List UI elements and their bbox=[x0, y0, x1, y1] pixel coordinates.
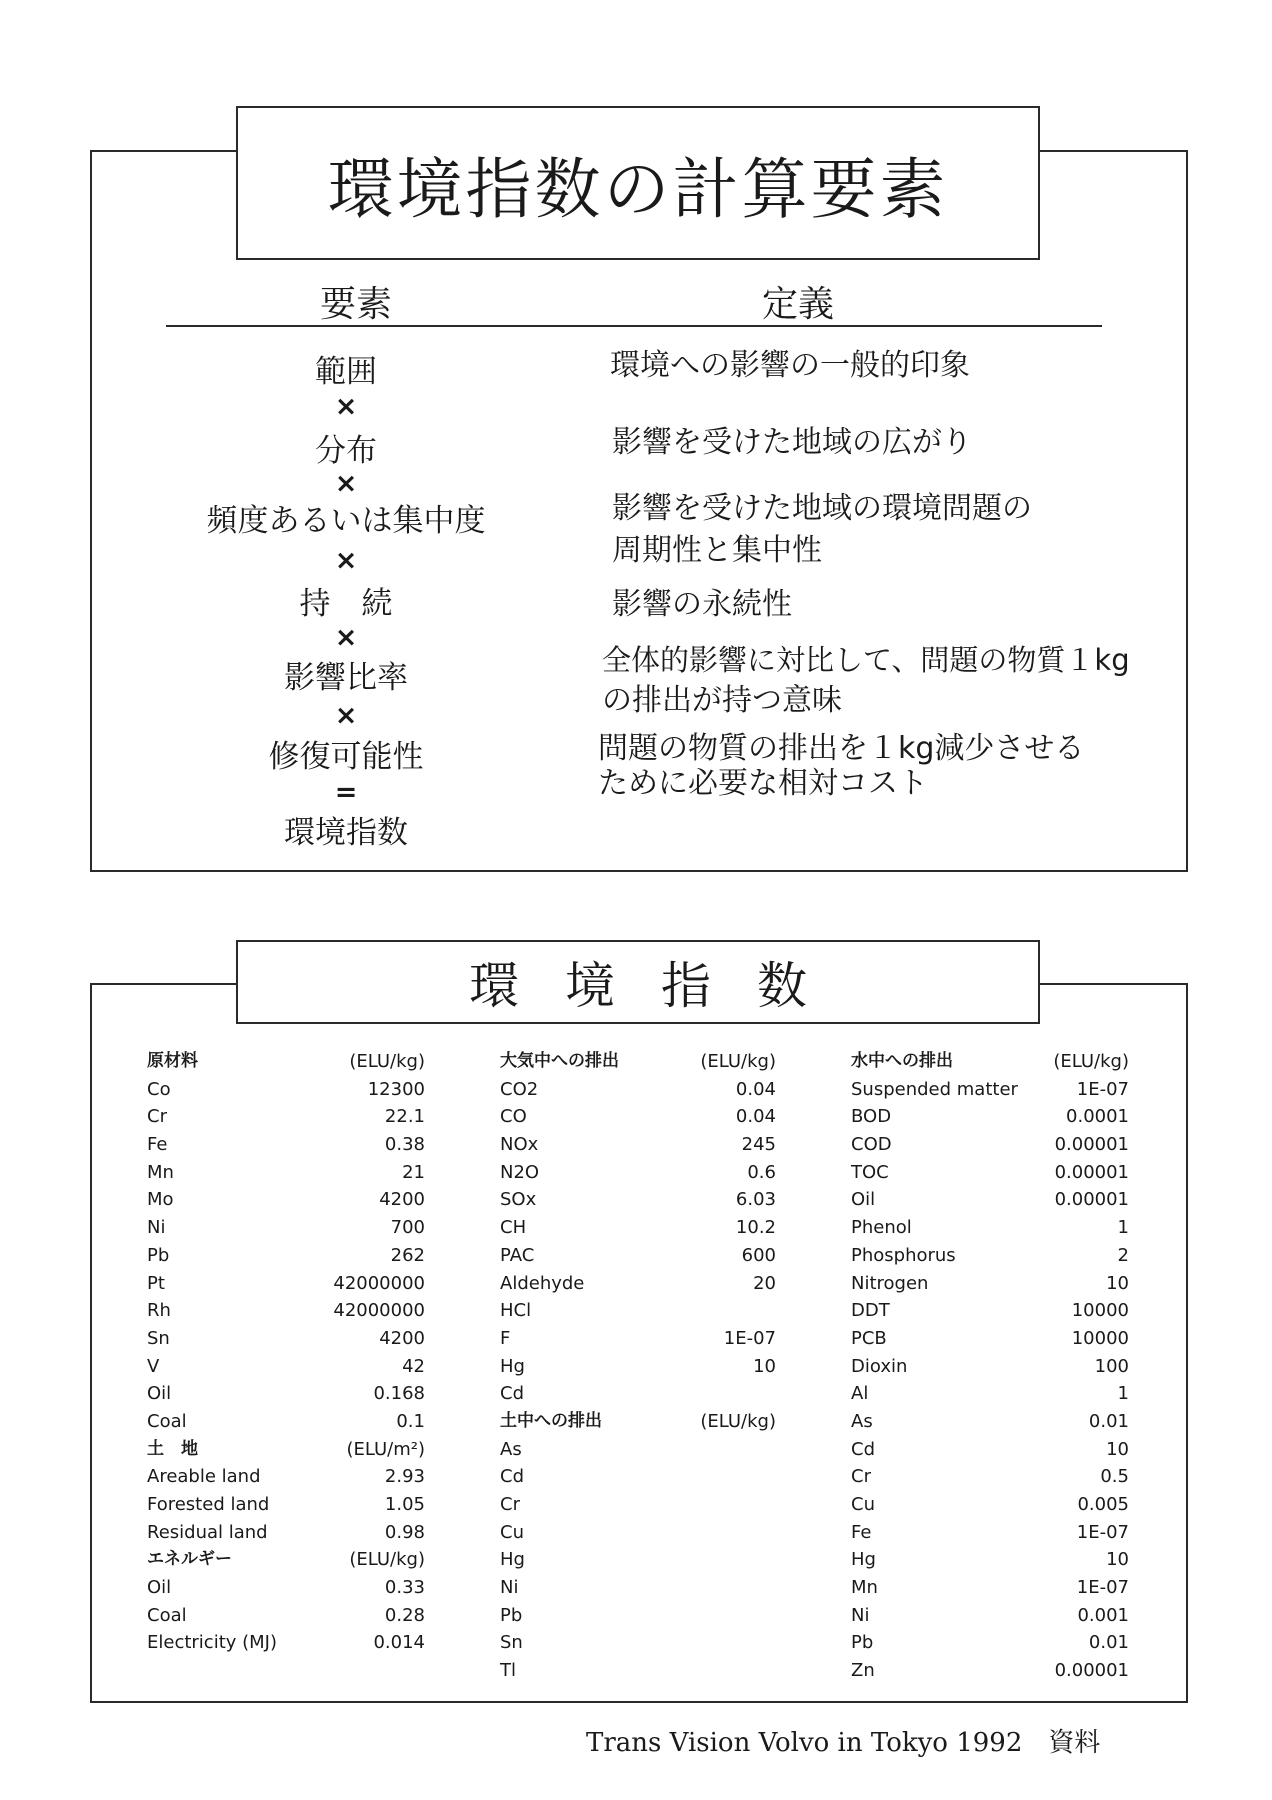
row-label: Areable land bbox=[147, 1466, 261, 1488]
row-label: Co bbox=[147, 1078, 171, 1100]
table-row bbox=[147, 1519, 425, 1547]
environment-index-title-box bbox=[236, 940, 1040, 1024]
table-row bbox=[851, 1186, 1129, 1214]
row-value: (ELU/kg) bbox=[700, 1410, 776, 1432]
row-label: Mo bbox=[147, 1189, 174, 1211]
row-value: 4200 bbox=[379, 1327, 425, 1349]
row-label: エネルギー bbox=[147, 1549, 232, 1570]
table-row bbox=[147, 1076, 425, 1104]
row-value: 0.014 bbox=[373, 1632, 425, 1654]
row-label: Cr bbox=[500, 1494, 520, 1515]
row-value: 0.168 bbox=[373, 1383, 425, 1405]
row-value: 10 bbox=[1106, 1272, 1129, 1294]
row-value: 10 bbox=[753, 1355, 776, 1377]
row-label: Pb bbox=[851, 1632, 874, 1654]
row-value: (ELU/kg) bbox=[1053, 1051, 1129, 1072]
row-value: 10 bbox=[1106, 1438, 1129, 1460]
definition-line: 周期性と集中性 bbox=[612, 533, 822, 568]
row-label: Cr bbox=[147, 1106, 167, 1128]
row-value: 4200 bbox=[379, 1189, 425, 1211]
row-label: Cu bbox=[851, 1494, 875, 1515]
table-row bbox=[500, 1325, 776, 1353]
table-row bbox=[147, 1325, 425, 1353]
table-row bbox=[851, 1103, 1129, 1131]
definition-line: 全体的影響に対比して、問題の物質１kg bbox=[602, 643, 1130, 677]
row-value: 0.04 bbox=[735, 1078, 776, 1100]
row-label: Rh bbox=[147, 1300, 171, 1322]
row-label: Sn bbox=[147, 1327, 170, 1349]
environment-index-title: 環境指数 bbox=[469, 957, 853, 1015]
element-distribution: 分布 bbox=[315, 433, 377, 469]
table-row bbox=[500, 1629, 776, 1657]
row-label: Electricity (MJ) bbox=[147, 1632, 278, 1654]
row-label: DDT bbox=[851, 1300, 890, 1322]
table-row bbox=[147, 1408, 425, 1436]
table-row bbox=[500, 1519, 776, 1547]
table-row bbox=[851, 1131, 1129, 1159]
table-row bbox=[147, 1186, 425, 1214]
row-label: Sn bbox=[500, 1632, 523, 1654]
operator-multiply: × bbox=[334, 700, 358, 731]
row-label: Mn bbox=[851, 1577, 878, 1599]
row-label: Pt bbox=[147, 1272, 165, 1294]
row-label: CO bbox=[500, 1106, 527, 1128]
row-value: (ELU/kg) bbox=[349, 1051, 425, 1072]
row-label: Zn bbox=[851, 1660, 875, 1682]
row-label: Cd bbox=[500, 1383, 524, 1405]
table-row bbox=[851, 1463, 1129, 1491]
row-label: Fe bbox=[851, 1521, 872, 1543]
row-value: 1 bbox=[1117, 1383, 1129, 1405]
row-label: Ni bbox=[851, 1604, 870, 1626]
table-group-header bbox=[851, 1048, 1129, 1076]
row-value: 245 bbox=[741, 1134, 776, 1156]
row-label: Tl bbox=[500, 1660, 516, 1682]
table-row bbox=[147, 1463, 425, 1491]
row-value: 0.98 bbox=[384, 1521, 425, 1543]
row-label: Oil bbox=[851, 1189, 876, 1211]
table-row bbox=[500, 1242, 776, 1270]
row-value: 0.1 bbox=[396, 1410, 425, 1432]
row-value: (ELU/m²) bbox=[346, 1438, 425, 1460]
row-value: 10 bbox=[1106, 1549, 1129, 1571]
table-row bbox=[851, 1270, 1129, 1298]
table-row bbox=[851, 1380, 1129, 1408]
table-row bbox=[500, 1436, 776, 1464]
table-row bbox=[851, 1159, 1129, 1187]
calc-elements-title-box bbox=[236, 106, 1040, 260]
row-label: 土中への排出 bbox=[500, 1410, 602, 1431]
row-label: Oil bbox=[147, 1577, 172, 1599]
table-row bbox=[851, 1297, 1129, 1325]
row-value: 0.00001 bbox=[1054, 1161, 1129, 1183]
table-group-header bbox=[500, 1048, 776, 1076]
operator-equals: = bbox=[334, 777, 358, 808]
definition-line: の排出が持つ意味 bbox=[602, 683, 842, 718]
row-label: Coal bbox=[147, 1410, 187, 1432]
row-label: 土 地 bbox=[147, 1438, 198, 1459]
table-row bbox=[500, 1380, 776, 1408]
column-header-element: 要素 bbox=[320, 284, 393, 325]
table-row bbox=[500, 1297, 776, 1325]
row-value: 21 bbox=[402, 1161, 425, 1183]
table-row bbox=[147, 1491, 425, 1519]
table-row bbox=[851, 1574, 1129, 1602]
row-label: Hg bbox=[500, 1355, 525, 1377]
row-label: Nitrogen bbox=[851, 1272, 929, 1294]
table-row bbox=[500, 1353, 776, 1381]
table-row bbox=[851, 1491, 1129, 1519]
row-value: 0.38 bbox=[384, 1134, 425, 1156]
frame-top-edge bbox=[1038, 983, 1188, 985]
table-row bbox=[147, 1242, 425, 1270]
row-value: 0.28 bbox=[384, 1604, 425, 1626]
table-group-header bbox=[147, 1436, 425, 1464]
operator-multiply: × bbox=[334, 545, 358, 576]
definition-line: 影響を受けた地域の環境問題の bbox=[612, 491, 1032, 526]
row-label: Ni bbox=[147, 1217, 166, 1239]
table-column-raw-materials bbox=[147, 1048, 425, 1657]
frame-top-edge bbox=[1038, 150, 1188, 152]
table-group-header bbox=[500, 1408, 776, 1436]
row-label: PCB bbox=[851, 1327, 887, 1349]
table-row bbox=[500, 1186, 776, 1214]
row-label: HCl bbox=[500, 1300, 532, 1322]
row-value: 0.5 bbox=[1100, 1466, 1129, 1488]
row-label: PAC bbox=[500, 1244, 535, 1266]
row-value: 6.03 bbox=[735, 1189, 776, 1211]
table-row bbox=[147, 1214, 425, 1242]
table-row bbox=[500, 1103, 776, 1131]
row-value: 0.0001 bbox=[1066, 1106, 1129, 1128]
row-label: Al bbox=[851, 1383, 869, 1405]
row-label: Cd bbox=[500, 1466, 524, 1488]
table-row bbox=[851, 1436, 1129, 1464]
table-row bbox=[500, 1159, 776, 1187]
row-label: Coal bbox=[147, 1604, 187, 1626]
definition-line: 影響の永続性 bbox=[612, 587, 792, 622]
table-row bbox=[851, 1602, 1129, 1630]
element-impact-ratio: 影響比率 bbox=[284, 660, 408, 696]
row-value: 20 bbox=[753, 1272, 776, 1294]
table-row bbox=[500, 1270, 776, 1298]
row-label: Pb bbox=[147, 1244, 170, 1266]
row-label: As bbox=[851, 1410, 873, 1432]
row-value: 1E-07 bbox=[1076, 1577, 1129, 1599]
frame-top-edge bbox=[90, 983, 238, 985]
row-value: 0.00001 bbox=[1054, 1660, 1129, 1682]
row-label: Pb bbox=[500, 1604, 523, 1626]
table-row bbox=[500, 1131, 776, 1159]
row-value: 0.33 bbox=[384, 1577, 425, 1599]
definition-line: 影響を受けた地域の広がり bbox=[612, 425, 972, 460]
table-row bbox=[500, 1214, 776, 1242]
row-value: (ELU/kg) bbox=[700, 1051, 776, 1072]
operator-multiply: × bbox=[334, 468, 358, 499]
row-value: 0.00001 bbox=[1054, 1189, 1129, 1211]
table-row bbox=[147, 1353, 425, 1381]
row-label: Cu bbox=[500, 1521, 524, 1543]
table-row bbox=[851, 1546, 1129, 1574]
table-column-air-soil-emissions bbox=[500, 1048, 776, 1685]
table-row bbox=[500, 1546, 776, 1574]
table-row bbox=[851, 1076, 1129, 1104]
row-value: 42 bbox=[402, 1355, 425, 1377]
table-row bbox=[851, 1325, 1129, 1353]
row-label: COD bbox=[851, 1134, 892, 1156]
table-row bbox=[147, 1131, 425, 1159]
row-value: 0.005 bbox=[1077, 1494, 1129, 1515]
table-row bbox=[851, 1519, 1129, 1547]
table-row bbox=[500, 1602, 776, 1630]
row-value: 12300 bbox=[367, 1078, 425, 1100]
table-row bbox=[851, 1629, 1129, 1657]
row-value: 0.04 bbox=[735, 1106, 776, 1128]
row-value: 262 bbox=[390, 1244, 425, 1266]
definition-line: 環境への影響の一般的印象 bbox=[610, 348, 970, 383]
row-label: Dioxin bbox=[851, 1355, 908, 1377]
row-label: N2O bbox=[500, 1161, 540, 1183]
element-frequency: 頻度あるいは集中度 bbox=[206, 503, 486, 539]
row-label: Mn bbox=[147, 1161, 174, 1183]
table-row bbox=[851, 1242, 1129, 1270]
row-value: 1E-07 bbox=[723, 1327, 776, 1349]
row-value: 0.01 bbox=[1088, 1632, 1129, 1654]
row-label: Hg bbox=[851, 1549, 876, 1571]
row-value: 1E-07 bbox=[1076, 1521, 1129, 1543]
row-label: CO2 bbox=[500, 1078, 539, 1100]
row-label: Phenol bbox=[851, 1217, 912, 1239]
row-value: 1 bbox=[1117, 1217, 1129, 1239]
element-environment-index: 環境指数 bbox=[284, 815, 408, 851]
element-duration: 持 続 bbox=[299, 586, 393, 622]
row-value: 2.93 bbox=[384, 1466, 425, 1488]
calc-elements-title: 環境指数の計算要素 bbox=[327, 150, 949, 228]
row-label: Residual land bbox=[147, 1521, 268, 1543]
row-label: 大気中への排出 bbox=[500, 1051, 619, 1071]
row-value: 0.001 bbox=[1077, 1604, 1129, 1626]
table-row bbox=[147, 1380, 425, 1408]
row-value: 600 bbox=[741, 1244, 776, 1266]
row-value: 22.1 bbox=[384, 1106, 425, 1128]
row-label: Cr bbox=[851, 1466, 871, 1488]
table-row bbox=[147, 1297, 425, 1325]
column-header-definition: 定義 bbox=[762, 284, 835, 325]
table-row bbox=[851, 1214, 1129, 1242]
row-label: SOx bbox=[500, 1189, 537, 1211]
element-range: 範囲 bbox=[315, 354, 377, 390]
row-label: Fe bbox=[147, 1134, 168, 1156]
row-label: Phosphorus bbox=[851, 1244, 956, 1266]
row-label: V bbox=[147, 1355, 160, 1377]
table-row bbox=[147, 1574, 425, 1602]
table-row bbox=[147, 1159, 425, 1187]
table-row bbox=[500, 1491, 776, 1519]
table-row bbox=[500, 1657, 776, 1685]
row-value: 700 bbox=[390, 1217, 425, 1239]
row-label: Ni bbox=[500, 1577, 519, 1599]
row-label: Hg bbox=[500, 1549, 525, 1571]
operator-multiply: × bbox=[334, 622, 358, 653]
table-group-header bbox=[147, 1546, 425, 1574]
row-label: TOC bbox=[851, 1161, 889, 1183]
row-value: 1.05 bbox=[384, 1494, 425, 1515]
row-value: 10000 bbox=[1071, 1300, 1129, 1322]
row-label: Aldehyde bbox=[500, 1272, 585, 1294]
row-value: 10000 bbox=[1071, 1327, 1129, 1349]
row-label: Suspended matter bbox=[851, 1078, 1018, 1100]
row-label: CH bbox=[500, 1217, 527, 1239]
table-row bbox=[500, 1076, 776, 1104]
definition-line: ために必要な相対コスト bbox=[598, 766, 928, 801]
row-label: F bbox=[500, 1327, 511, 1349]
row-label: BOD bbox=[851, 1106, 892, 1128]
table-row bbox=[500, 1463, 776, 1491]
footer-source: Trans Vision Volvo in Tokyo 1992 資料 bbox=[586, 1728, 1101, 1758]
definition-line: 問題の物質の排出を１kg減少させる bbox=[598, 731, 1085, 766]
header-divider bbox=[166, 325, 1102, 327]
row-label: Oil bbox=[147, 1383, 172, 1405]
element-restorability: 修復可能性 bbox=[268, 739, 424, 775]
row-value: 100 bbox=[1094, 1355, 1129, 1377]
row-value: 1E-07 bbox=[1076, 1078, 1129, 1100]
row-label: NOx bbox=[500, 1134, 539, 1156]
row-value: 0.6 bbox=[747, 1161, 776, 1183]
operator-multiply: × bbox=[334, 391, 358, 422]
table-row bbox=[500, 1574, 776, 1602]
table-row bbox=[147, 1629, 425, 1657]
row-label: As bbox=[500, 1438, 522, 1460]
frame-top-edge bbox=[90, 150, 238, 152]
row-label: Forested land bbox=[147, 1494, 270, 1515]
table-row bbox=[147, 1103, 425, 1131]
row-value: (ELU/kg) bbox=[349, 1549, 425, 1571]
row-value: 2 bbox=[1117, 1244, 1129, 1266]
row-value: 10.2 bbox=[735, 1217, 776, 1239]
table-row bbox=[851, 1353, 1129, 1381]
row-label: Cd bbox=[851, 1438, 875, 1460]
row-value: 0.00001 bbox=[1054, 1134, 1129, 1156]
row-label: 原材料 bbox=[147, 1051, 198, 1071]
table-group-header bbox=[147, 1048, 425, 1076]
table-column-water-emissions bbox=[851, 1048, 1129, 1685]
row-label: 水中への排出 bbox=[851, 1051, 953, 1071]
row-value: 42000000 bbox=[333, 1272, 425, 1294]
row-value: 42000000 bbox=[333, 1300, 425, 1322]
table-row bbox=[851, 1408, 1129, 1436]
table-row bbox=[851, 1657, 1129, 1685]
table-row bbox=[147, 1602, 425, 1630]
row-value: 0.01 bbox=[1088, 1410, 1129, 1432]
table-row bbox=[147, 1270, 425, 1298]
